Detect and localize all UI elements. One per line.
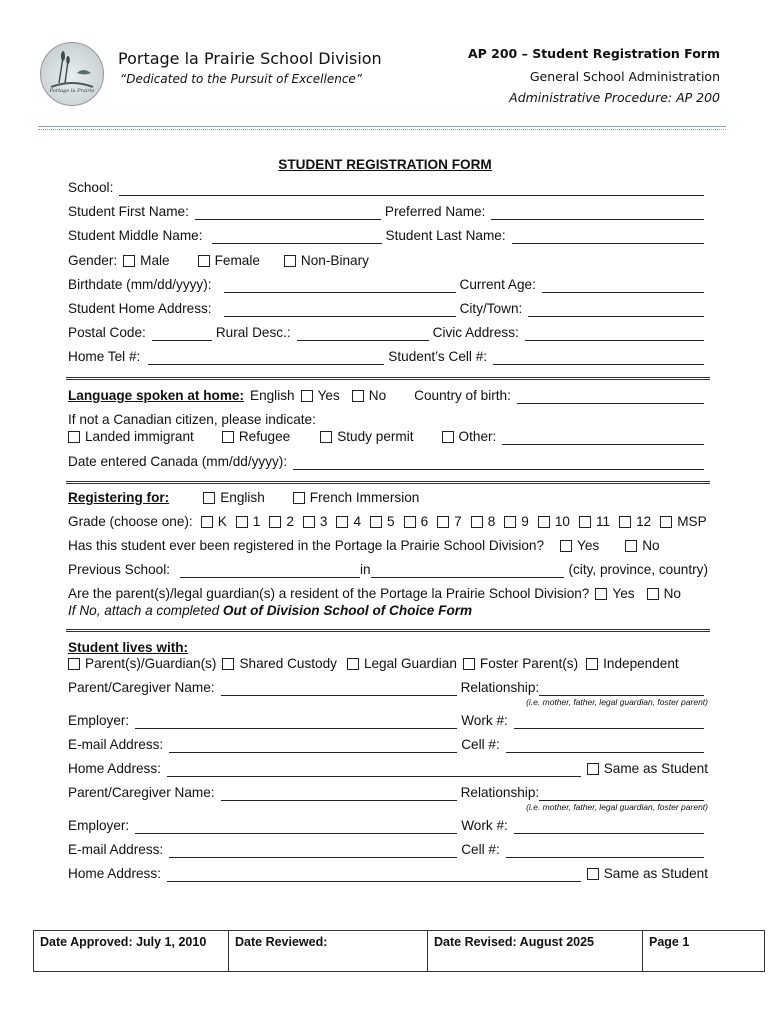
grade-8-checkbox[interactable] — [471, 516, 483, 528]
prev-registered-no-label: No — [642, 538, 660, 553]
civic-label: Civic Address: — [432, 325, 519, 340]
lives-shared-option[interactable] — [222, 656, 336, 672]
home-tel-field[interactable] — [148, 350, 384, 365]
resident-no-label: No — [663, 586, 681, 601]
parent2-name-row — [68, 785, 708, 801]
cell-field[interactable] — [493, 350, 704, 365]
lives-independent-option[interactable] — [586, 656, 679, 672]
status-refugee-option[interactable] — [222, 429, 290, 445]
grade-9-label: 9 — [521, 514, 529, 529]
lives-legal-label: Legal Guardian — [363, 656, 457, 671]
org-motto: “Dedicated to the Pursuit of Excellence” — [120, 72, 363, 86]
home-tel-label: Home Tel #: — [68, 349, 141, 364]
grade-4-checkbox[interactable] — [336, 516, 348, 528]
parent2-cell-label: Cell #: — [461, 842, 500, 857]
section-divider-3 — [66, 629, 710, 632]
date-approved-cell: Date Approved: July 1, 2010 — [34, 931, 229, 972]
language-yes-label: Yes — [317, 388, 340, 403]
prev-registered-no-checkbox[interactable] — [625, 540, 637, 552]
birthdate-field[interactable] — [224, 278, 456, 293]
parent2-same-option[interactable] — [587, 866, 708, 882]
grade-12-checkbox[interactable] — [619, 516, 631, 528]
prev-registered-question: Has this student ever been registered in the Portage la Prairie School Division? — [68, 538, 545, 553]
first-name-row — [68, 204, 708, 220]
resident-yes-checkbox[interactable] — [595, 588, 607, 600]
grade-12-label: 12 — [636, 514, 652, 529]
grade-1-checkbox[interactable] — [236, 516, 248, 528]
grade-7-label: 7 — [454, 514, 462, 529]
parent1-work-label: Work #: — [461, 713, 508, 728]
parent2-name-field[interactable] — [221, 786, 457, 801]
program-english-option[interactable] — [203, 490, 265, 506]
first-name-field[interactable] — [195, 205, 381, 220]
parent1-name-field[interactable] — [221, 681, 457, 696]
lives-with-heading-row — [68, 640, 708, 656]
prev-school-in-label: in — [360, 562, 371, 577]
status-other-checkbox[interactable] — [442, 431, 454, 443]
lives-legal-checkbox[interactable] — [347, 658, 359, 670]
rural-field[interactable] — [297, 326, 429, 341]
resident-no-option[interactable] — [647, 586, 681, 602]
parent2-employer-label: Employer: — [68, 818, 130, 833]
grade-11-label: 11 — [595, 514, 611, 529]
parent2-email-row — [68, 842, 708, 858]
language-yes-checkbox[interactable] — [301, 390, 313, 402]
parent2-name-label: Parent/Caregiver Name: — [68, 785, 215, 800]
resident-yes-option[interactable] — [595, 586, 634, 602]
registering-row — [68, 490, 708, 506]
logo-emblem-icon — [41, 43, 103, 105]
prev-school-field[interactable] — [180, 563, 360, 578]
header-divider — [38, 126, 726, 130]
civic-field[interactable] — [525, 326, 704, 341]
parent1-email-row — [68, 737, 708, 753]
preferred-name-label: Preferred Name: — [384, 204, 486, 219]
dept-name: General School Administration — [529, 69, 720, 84]
country-birth-field[interactable] — [517, 389, 704, 404]
parent2-relationship-hint: (i.e. mother, father, legal guardian, foster parent) — [526, 802, 708, 812]
language-yes-option[interactable] — [301, 388, 340, 404]
parent2-email-label: E-mail Address: — [68, 842, 164, 857]
parent2-employer-field[interactable] — [135, 819, 457, 834]
grade-12-option[interactable] — [619, 514, 651, 530]
resident-no-checkbox[interactable] — [647, 588, 659, 600]
grade-2-label: 2 — [286, 514, 294, 529]
grade-10-label: 10 — [554, 514, 570, 529]
date-entered-label: Date entered Canada (mm/dd/yyyy): — [68, 454, 288, 469]
grade-msp-option[interactable] — [660, 514, 706, 530]
grade-5-option[interactable] — [370, 514, 395, 530]
grade-3-option[interactable] — [303, 514, 328, 530]
prev-school-location-hint: (city, province, country) — [568, 562, 708, 577]
parent1-name-row — [68, 680, 708, 696]
grade-11-checkbox[interactable] — [579, 516, 591, 528]
resident-row — [68, 586, 708, 602]
city-field[interactable] — [528, 302, 704, 317]
school-field[interactable] — [119, 181, 704, 196]
grade-k-label: K — [217, 514, 227, 529]
prev-registered-row — [68, 538, 708, 554]
status-landed-option[interactable] — [68, 429, 194, 445]
status-landed-label: Landed immigrant — [85, 429, 194, 444]
middle-name-field[interactable] — [212, 229, 382, 244]
grade-5-label: 5 — [387, 514, 395, 529]
grade-6-checkbox[interactable] — [404, 516, 416, 528]
grade-10-option[interactable] — [538, 514, 570, 530]
parent2-employer-row — [68, 818, 708, 834]
status-study-label: Study permit — [337, 429, 414, 444]
form-code: AP 200 – Student Registration Form — [467, 46, 720, 61]
parent2-cell-field[interactable] — [506, 843, 704, 858]
grade-6-label: 6 — [420, 514, 429, 529]
grade-7-option[interactable] — [437, 514, 462, 530]
gender-male-checkbox[interactable] — [123, 255, 135, 267]
lives-foster-option[interactable] — [463, 656, 578, 672]
language-row — [68, 388, 708, 404]
language-no-label: No — [368, 388, 387, 403]
out-division-note: If No, attach a completed — [68, 603, 223, 618]
program-french-label: French Immersion — [309, 490, 420, 505]
preferred-name-field[interactable] — [491, 205, 704, 220]
gender-nonbinary-label: Non-Binary — [300, 253, 369, 268]
grade-3-label: 3 — [319, 514, 328, 529]
grade-k-checkbox[interactable] — [201, 516, 213, 528]
out-division-form-name: Out of Division School of Choice Form — [222, 603, 473, 618]
prev-registered-no-option[interactable] — [625, 538, 659, 554]
status-refugee-checkbox[interactable] — [222, 431, 234, 443]
parent2-address-label: Home Address: — [68, 866, 161, 881]
status-study-checkbox[interactable] — [320, 431, 332, 443]
parent1-employer-field[interactable] — [135, 714, 457, 729]
procedure-name: Administrative Procedure: AP 200 — [509, 90, 720, 105]
grade-2-option[interactable] — [269, 514, 294, 530]
grade-msp-checkbox[interactable] — [660, 516, 672, 528]
gender-female-option[interactable] — [198, 253, 260, 269]
parent2-same-checkbox[interactable] — [587, 868, 599, 880]
program-french-option[interactable] — [293, 490, 420, 506]
parent1-same-label: Same as Student — [603, 761, 708, 776]
home-address-label: Student Home Address: — [68, 301, 212, 316]
status-other-field[interactable] — [502, 430, 704, 445]
parent1-work-field[interactable] — [514, 714, 704, 729]
grade-9-checkbox[interactable] — [504, 516, 516, 528]
language-no-checkbox[interactable] — [352, 390, 364, 402]
date-reviewed-cell: Date Reviewed: — [229, 931, 428, 972]
grade-7-checkbox[interactable] — [437, 516, 449, 528]
form-title: STUDENT REGISTRATION FORM — [278, 157, 492, 172]
parent1-email-label: E-mail Address: — [68, 737, 164, 752]
postal-label: Postal Code: — [68, 325, 146, 340]
resident-yes-label: Yes — [612, 586, 635, 601]
registering-heading: Registering for: — [68, 490, 170, 505]
date-revised-cell: Date Revised: August 2025 — [428, 931, 643, 972]
gender-male-label: Male — [140, 253, 170, 268]
parent1-same-checkbox[interactable] — [587, 763, 599, 775]
grade-8-label: 8 — [487, 514, 496, 529]
parent1-same-option[interactable] — [587, 761, 708, 777]
grade-3-checkbox[interactable] — [303, 516, 315, 528]
gender-nonbinary-checkbox[interactable] — [284, 255, 296, 267]
gender-male-option[interactable] — [123, 253, 169, 269]
status-other-option[interactable] — [442, 429, 497, 445]
lives-parents-option[interactable] — [68, 656, 216, 672]
program-english-checkbox[interactable] — [203, 492, 215, 504]
gender-label: Gender: — [68, 253, 118, 268]
country-birth-label: Country of birth: — [414, 388, 511, 403]
grade-label: Grade (choose one): — [68, 514, 193, 529]
lives-with-row — [68, 656, 708, 672]
grade-9-option[interactable] — [504, 514, 529, 530]
grade-4-option[interactable] — [336, 514, 361, 530]
parent2-relationship-label: Relationship: — [460, 785, 540, 800]
parent2-address-row — [68, 866, 708, 882]
lives-independent-label: Independent — [603, 656, 679, 671]
status-study-option[interactable] — [320, 429, 413, 445]
program-french-checkbox[interactable] — [293, 492, 305, 504]
grade-row — [68, 514, 708, 530]
status-other-label: Other: — [458, 429, 497, 444]
prev-school-row — [68, 562, 708, 578]
section-divider-1 — [66, 377, 710, 380]
resident-question: Are the parent(s)/legal guardian(s) a resident of the Portage la Prairie School Division? — [68, 586, 590, 601]
language-no-option[interactable] — [352, 388, 386, 404]
current-age-label: Current Age: — [459, 277, 536, 292]
grade-2-checkbox[interactable] — [269, 516, 281, 528]
parent1-relationship-label: Relationship: — [460, 680, 540, 695]
grade-1-label: 1 — [252, 514, 261, 529]
lives-independent-checkbox[interactable] — [586, 658, 598, 670]
grade-5-checkbox[interactable] — [370, 516, 382, 528]
lives-with-heading: Student lives with: — [68, 640, 189, 655]
lives-foster-label: Foster Parent(s) — [479, 656, 579, 671]
postal-field[interactable] — [152, 326, 212, 341]
lives-foster-checkbox[interactable] — [463, 658, 475, 670]
language-heading: Language spoken at home: — [68, 388, 244, 403]
grade-6-option[interactable] — [404, 514, 429, 530]
division-logo — [40, 42, 104, 106]
lives-shared-checkbox[interactable] — [222, 658, 234, 670]
current-age-field[interactable] — [542, 278, 704, 293]
date-entered-field[interactable] — [293, 455, 704, 470]
status-row — [68, 429, 708, 445]
last-name-label: Student Last Name: — [385, 228, 506, 243]
parent1-employer-row — [68, 713, 708, 729]
citizen-note-row — [68, 412, 708, 428]
middle-name-row — [68, 228, 708, 244]
parent1-cell-label: Cell #: — [461, 737, 500, 752]
date-entered-row — [68, 454, 708, 470]
parent2-address-field[interactable] — [167, 867, 581, 882]
school-label: School: — [68, 180, 114, 195]
lives-parents-label: Parent(s)/Guardian(s) — [85, 656, 217, 671]
page-number-cell: Page 1 — [643, 931, 765, 972]
logo-text: Portage la Prairie — [49, 88, 95, 94]
program-english-label: English — [220, 490, 265, 505]
grade-1-option[interactable] — [236, 514, 261, 530]
parent1-address-field[interactable] — [167, 762, 581, 777]
parent2-email-field[interactable] — [169, 843, 457, 858]
grade-4-label: 4 — [353, 514, 362, 529]
parent1-relationship-hint: (i.e. mother, father, legal guardian, foster parent) — [526, 697, 708, 707]
grade-8-option[interactable] — [471, 514, 496, 530]
phone-row — [68, 349, 708, 365]
gender-female-label: Female — [214, 253, 260, 268]
birthdate-row — [68, 277, 708, 293]
prev-school-label: Previous School: — [68, 562, 171, 577]
revision-table — [33, 930, 765, 972]
parent2-work-label: Work #: — [461, 818, 508, 833]
parent1-email-field[interactable] — [169, 738, 457, 753]
citizen-note: If not a Canadian citizen, please indicate: — [68, 412, 316, 427]
lives-shared-label: Shared Custody — [239, 656, 337, 671]
middle-name-label: Student Middle Name: — [68, 228, 203, 243]
status-landed-checkbox[interactable] — [68, 431, 80, 443]
prev-registered-yes-checkbox[interactable] — [560, 540, 572, 552]
gender-nonbinary-option[interactable] — [284, 253, 369, 269]
lives-parents-checkbox[interactable] — [68, 658, 80, 670]
school-row — [68, 180, 708, 196]
parent1-name-label: Parent/Caregiver Name: — [68, 680, 215, 695]
lives-legal-option[interactable] — [347, 656, 457, 672]
city-label: City/Town: — [459, 301, 523, 316]
birthdate-label: Birthdate (mm/dd/yyyy): — [68, 277, 212, 292]
parent1-relationship-field[interactable] — [539, 681, 704, 696]
gender-row — [68, 253, 708, 269]
parent1-cell-field[interactable] — [506, 738, 704, 753]
grade-k-option[interactable] — [201, 514, 227, 530]
postal-row — [68, 325, 708, 341]
prev-school-location-field[interactable] — [371, 563, 565, 578]
rural-label: Rural Desc.: — [215, 325, 291, 340]
parent2-same-label: Same as Student — [603, 866, 708, 881]
home-address-row — [68, 301, 708, 317]
parent1-address-label: Home Address: — [68, 761, 161, 776]
cell-label: Student’s Cell #: — [388, 349, 488, 364]
last-name-field[interactable] — [512, 229, 704, 244]
prev-registered-yes-option[interactable] — [560, 538, 599, 554]
org-name: Portage la Prairie School Division — [118, 49, 382, 68]
prev-registered-yes-label: Yes — [577, 538, 600, 553]
status-refugee-label: Refugee — [238, 429, 291, 444]
parent1-address-row — [68, 761, 708, 777]
gender-female-checkbox[interactable] — [198, 255, 210, 267]
first-name-label: Student First Name: — [68, 204, 189, 219]
parent1-employer-label: Employer: — [68, 713, 130, 728]
language-english-label: English — [250, 388, 295, 403]
parent2-relationship-field[interactable] — [539, 786, 704, 801]
grade-10-checkbox[interactable] — [538, 516, 550, 528]
parent2-work-field[interactable] — [514, 819, 704, 834]
revision-row — [34, 931, 765, 972]
grade-11-option[interactable] — [579, 514, 610, 530]
section-divider-2 — [66, 481, 710, 484]
out-division-note-row — [68, 603, 708, 619]
home-address-field[interactable] — [224, 302, 456, 317]
grade-msp-label: MSP — [677, 514, 707, 529]
